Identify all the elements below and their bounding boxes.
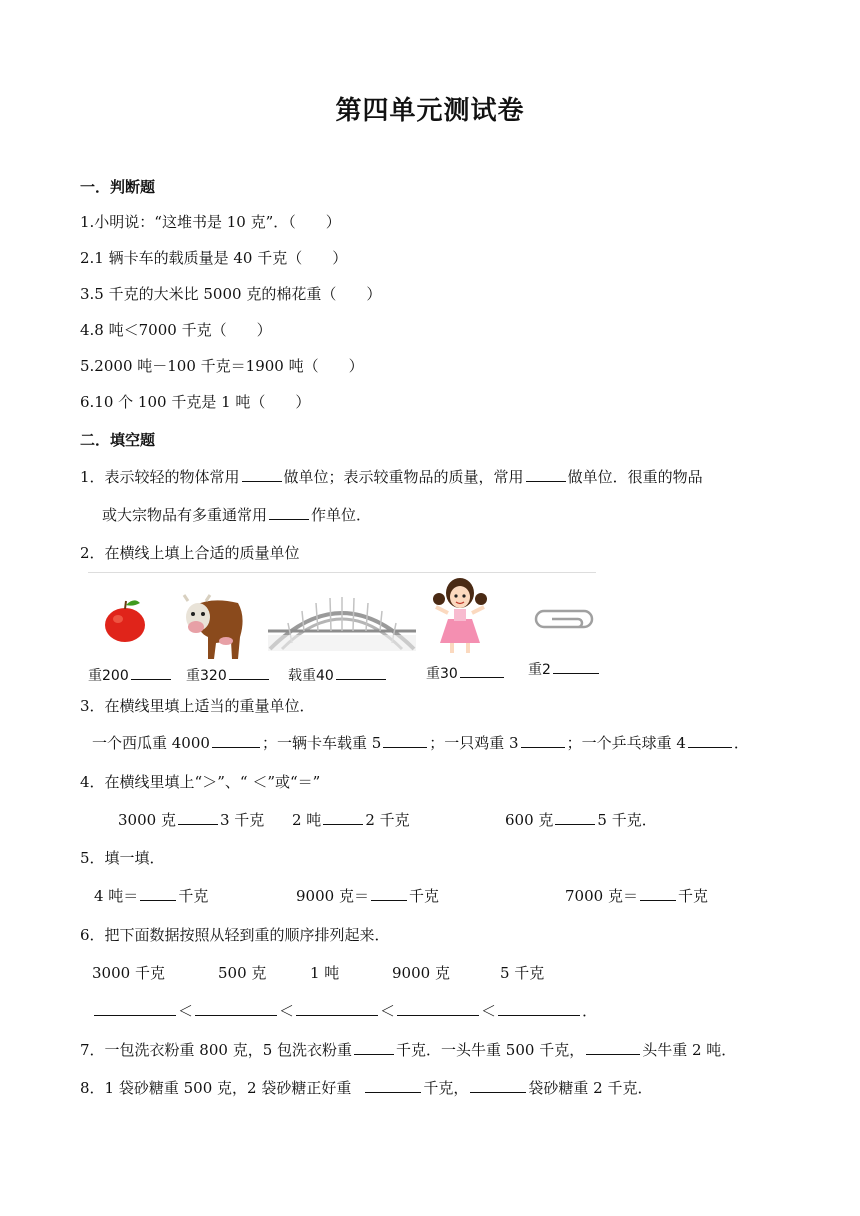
apple-icon (100, 595, 150, 645)
q5-text: 9000 克＝ (296, 887, 369, 905)
q4-text: 5 千克． (597, 811, 657, 829)
answer-blank[interactable] (470, 1078, 526, 1093)
order-value: 3000 千克 (92, 964, 165, 982)
less-than-sign: ＜ (380, 1002, 396, 1020)
section-heading-fill: 二．填空题 (80, 431, 156, 449)
answer-blank[interactable] (498, 1001, 580, 1016)
compare-b (292, 809, 410, 830)
answer-blank[interactable] (365, 1078, 421, 1093)
q5-text: 千克 (677, 887, 708, 905)
judgement-item: 2.1 辆卡车的载质量是 40 千克（ ） (80, 249, 348, 267)
girl-icon (426, 573, 496, 655)
caption-text: 重30 (426, 666, 458, 682)
answer-blank[interactable] (195, 1001, 277, 1016)
fill-question-8 (80, 1077, 652, 1098)
less-than-sign: ＜ (481, 1002, 497, 1020)
q8-text: 8．1 袋砂糖重 500 克，2 袋砂糖正好重 (80, 1079, 352, 1097)
fill-question-5: 5．填一填． (80, 849, 165, 867)
order-value: 500 克 (218, 964, 267, 982)
q8-text: 袋砂糖重 2 千克． (528, 1079, 653, 1097)
q3-text: ；一个乒乓球重 4 (566, 734, 686, 752)
answer-blank[interactable] (553, 661, 599, 674)
picture-strip (88, 572, 596, 683)
order-value: 5 千克 (500, 964, 545, 982)
order-value: 9000 克 (392, 964, 450, 982)
q7-text: 7．一包洗衣粉重 800 克，5 包洗衣粉重 (80, 1041, 353, 1059)
answer-blank[interactable] (354, 1040, 394, 1055)
compare-c (505, 809, 657, 830)
answer-blank[interactable] (336, 667, 386, 680)
less-than-sign: ＜ (178, 1002, 194, 1020)
q1-text-a: 1．表示较轻的物体常用 (80, 468, 240, 486)
less-than-sign: ＜ (279, 1002, 295, 1020)
fill-question-1-line1 (80, 466, 703, 487)
answer-blank[interactable] (640, 886, 676, 901)
answer-blank[interactable] (586, 1040, 640, 1055)
fill-question-2: 2．在横线上填上合适的质量单位 (80, 544, 300, 562)
caption-text: 重320 (186, 668, 227, 684)
page-title: 第四单元测试卷 (335, 96, 525, 126)
answer-blank[interactable] (323, 810, 363, 825)
caption-text: 载重40 (288, 668, 334, 684)
convert-a (94, 885, 208, 906)
answer-blank[interactable] (242, 467, 282, 482)
answer-blank[interactable] (555, 810, 595, 825)
answer-blank[interactable] (212, 733, 260, 748)
q3-text: ． (733, 734, 749, 752)
answer-blank[interactable] (526, 467, 566, 482)
paperclip-icon (534, 605, 596, 633)
answer-blank[interactable] (383, 733, 427, 748)
fill-question-1-line2 (102, 504, 371, 525)
q8-text: 千克， (423, 1079, 469, 1097)
answer-blank[interactable] (371, 886, 407, 901)
q4-text: 2 吨 (292, 811, 322, 829)
q3-text: ；一辆卡车载重 5 (261, 734, 382, 752)
answer-blank[interactable] (269, 505, 309, 520)
q4-text: 3000 克 (118, 811, 176, 829)
q5-text: 4 吨＝ (94, 887, 139, 905)
picture-caption (528, 659, 601, 679)
answer-blank[interactable] (140, 886, 176, 901)
q1-text-b: 做单位；表示较重物品的质量，常用 (283, 468, 524, 486)
q1-text-c: 做单位．很重的物品 (567, 468, 703, 486)
q4-text: 3 千克 (219, 811, 265, 829)
answer-blank[interactable] (94, 1001, 176, 1016)
q1-text-d: 或大宗物品有多重通常用 (102, 506, 268, 524)
convert-c (565, 885, 708, 906)
q4-text: 600 克 (505, 811, 554, 829)
answer-blank[interactable] (131, 667, 171, 680)
answer-blank[interactable] (296, 1001, 378, 1016)
picture-caption (426, 663, 506, 683)
answer-blank[interactable] (460, 665, 504, 678)
fill-question-6: 6．把下面数据按照从轻到重的顺序排列起来． (80, 926, 390, 944)
order-value: 1 吨 (310, 964, 340, 982)
compare-a (118, 809, 264, 830)
judgement-item: 5.2000 吨－100 千克＝1900 吨（ ） (80, 357, 364, 375)
answer-blank[interactable] (229, 667, 269, 680)
q7-text: 头牛重 2 吨． (642, 1041, 737, 1059)
picture-caption (88, 665, 173, 685)
fill-question-3-line (92, 732, 749, 753)
answer-blank[interactable] (397, 1001, 479, 1016)
answer-blank[interactable] (178, 810, 218, 825)
q5-text: 千克 (408, 887, 439, 905)
fill-question-3: 3．在横线里填上适当的重量单位． (80, 697, 315, 715)
picture-caption (186, 665, 271, 685)
fill-question-4: 4．在横线里填上“＞”、“ ＜”或“＝” (80, 773, 321, 791)
caption-text: 重200 (88, 668, 129, 684)
fill-question-7 (80, 1039, 736, 1060)
q3-text: 一个西瓜重 4000 (92, 734, 210, 752)
judgement-item: 4.8 吨＜7000 千克（ ） (80, 321, 272, 339)
q5-text: 7000 克＝ (565, 887, 638, 905)
caption-text: 重2 (528, 662, 551, 678)
q7-text: 千克．一头牛重 500 千克， (396, 1041, 585, 1059)
order-answer-line (92, 1000, 597, 1021)
judgement-item: 6.10 个 100 千克是 1 吨（ ） (80, 393, 311, 411)
q4-text: 2 千克 (365, 811, 410, 829)
section-heading-judgement: 一．判断题 (80, 178, 156, 196)
q6-end: ． (582, 1002, 598, 1020)
judgement-item: 3.5 千克的大米比 5000 克的棉花重（ ） (80, 285, 382, 303)
q1-text-e: 作单位． (311, 506, 372, 524)
judgement-item: 1.小明说：“这堆书是 10 克”．（ ） (80, 213, 341, 231)
picture-caption (288, 665, 388, 685)
bridge-icon (268, 583, 416, 653)
answer-blank[interactable] (688, 733, 732, 748)
convert-b (296, 885, 439, 906)
cow-icon (182, 587, 248, 663)
q3-text: ；一只鸡重 3 (429, 734, 519, 752)
answer-blank[interactable] (521, 733, 565, 748)
q5-text: 千克 (178, 887, 209, 905)
